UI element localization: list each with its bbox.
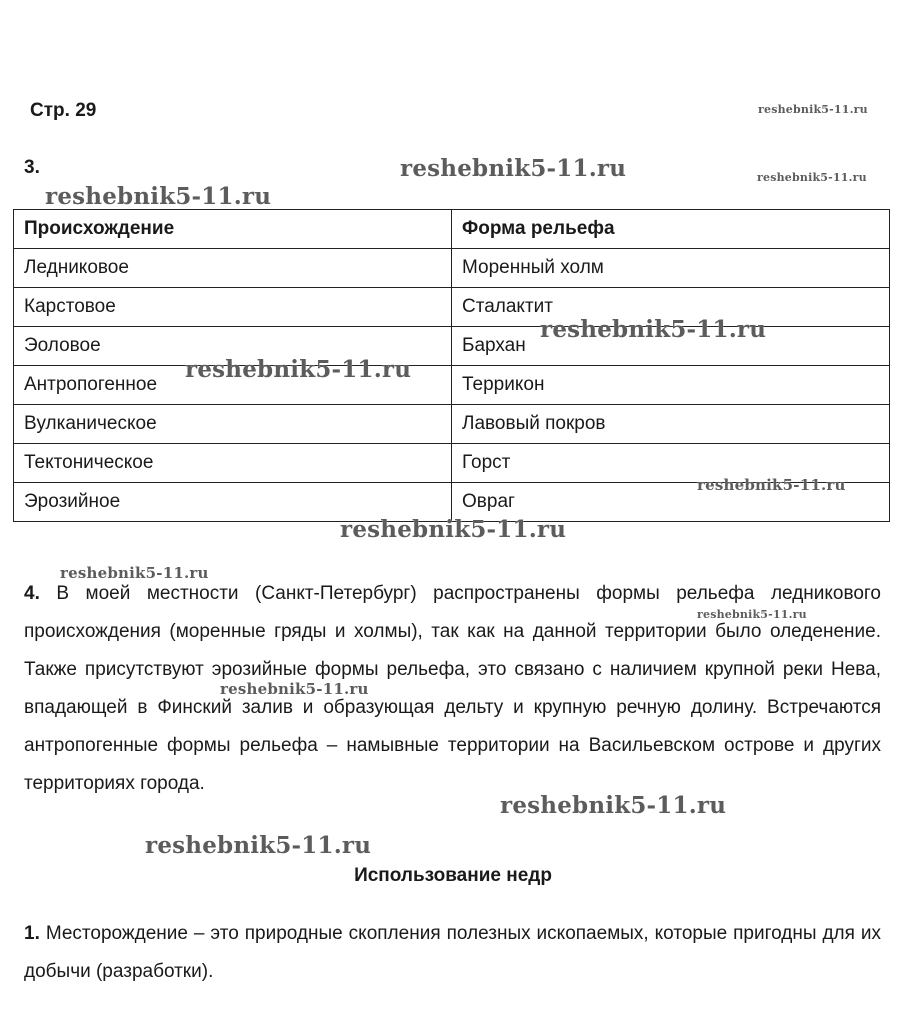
- task-1-number: 1.: [24, 923, 40, 944]
- relief-form-cell: Бархан: [452, 327, 890, 366]
- origin-cell: Тектоническое: [14, 444, 452, 483]
- origin-cell: Антропогенное: [14, 366, 452, 405]
- origin-cell: Карстовое: [14, 288, 452, 327]
- watermark: reshebnik5-11.ru: [757, 171, 867, 184]
- section-title: Использование недр: [354, 865, 552, 886]
- relief-form-cell: Овраг: [452, 483, 890, 522]
- watermark: reshebnik5-11.ru: [697, 476, 846, 494]
- table-header-row: [14, 210, 890, 249]
- watermark: reshebnik5-11.ru: [758, 103, 868, 116]
- origin-cell: Вулканическое: [14, 405, 452, 444]
- watermark: reshebnik5-11.ru: [540, 316, 767, 343]
- table-row: [14, 366, 890, 405]
- watermark: reshebnik5-11.ru: [185, 356, 412, 383]
- task-4-number: 4.: [24, 583, 40, 604]
- relief-form-cell: Лавовый покров: [452, 405, 890, 444]
- task-1-text: Месторождение – это природные скопления полезных ископаемых, которые пригодны для их добычи (разработки).: [24, 923, 881, 982]
- header-origin: Происхождение: [14, 210, 452, 249]
- task-1-paragraph: [24, 915, 881, 991]
- header-relief-form: Форма рельефа: [452, 210, 890, 249]
- table-row: [14, 249, 890, 288]
- watermark: reshebnik5-11.ru: [697, 608, 807, 621]
- page-label: Стр. 29: [30, 100, 97, 121]
- watermark: reshebnik5-11.ru: [400, 155, 627, 182]
- relief-form-cell: Моренный холм: [452, 249, 890, 288]
- task-3-number: 3.: [24, 157, 40, 178]
- origin-cell: Эоловое: [14, 327, 452, 366]
- relief-form-cell: Террикон: [452, 366, 890, 405]
- watermark: reshebnik5-11.ru: [500, 792, 727, 819]
- relief-form-cell: Сталактит: [452, 288, 890, 327]
- watermark: reshebnik5-11.ru: [220, 680, 369, 698]
- table-row: [14, 405, 890, 444]
- origin-cell: Ледниковое: [14, 249, 452, 288]
- watermark: reshebnik5-11.ru: [145, 832, 372, 859]
- watermark: reshebnik5-11.ru: [45, 183, 272, 210]
- watermark: reshebnik5-11.ru: [340, 516, 567, 543]
- watermark: reshebnik5-11.ru: [60, 564, 209, 582]
- task-4-text: В моей местности (Санкт-Петербург) распространены формы рельефа ледникового происхождения (моренные гряды и холмы), так как на данной территории было оледенение. Также присутствуют эрозийные формы рельефа, это связано с наличием крупной реки Нева, впадающей в Финский залив и образующая дельту и крупную речную долину. Встречаются антропогенные формы рельефа – намывные территории на Васильевском острове и других территориях города.: [24, 583, 882, 794]
- origin-cell: Эрозийное: [14, 483, 452, 522]
- relief-form-cell: Горст: [452, 444, 890, 483]
